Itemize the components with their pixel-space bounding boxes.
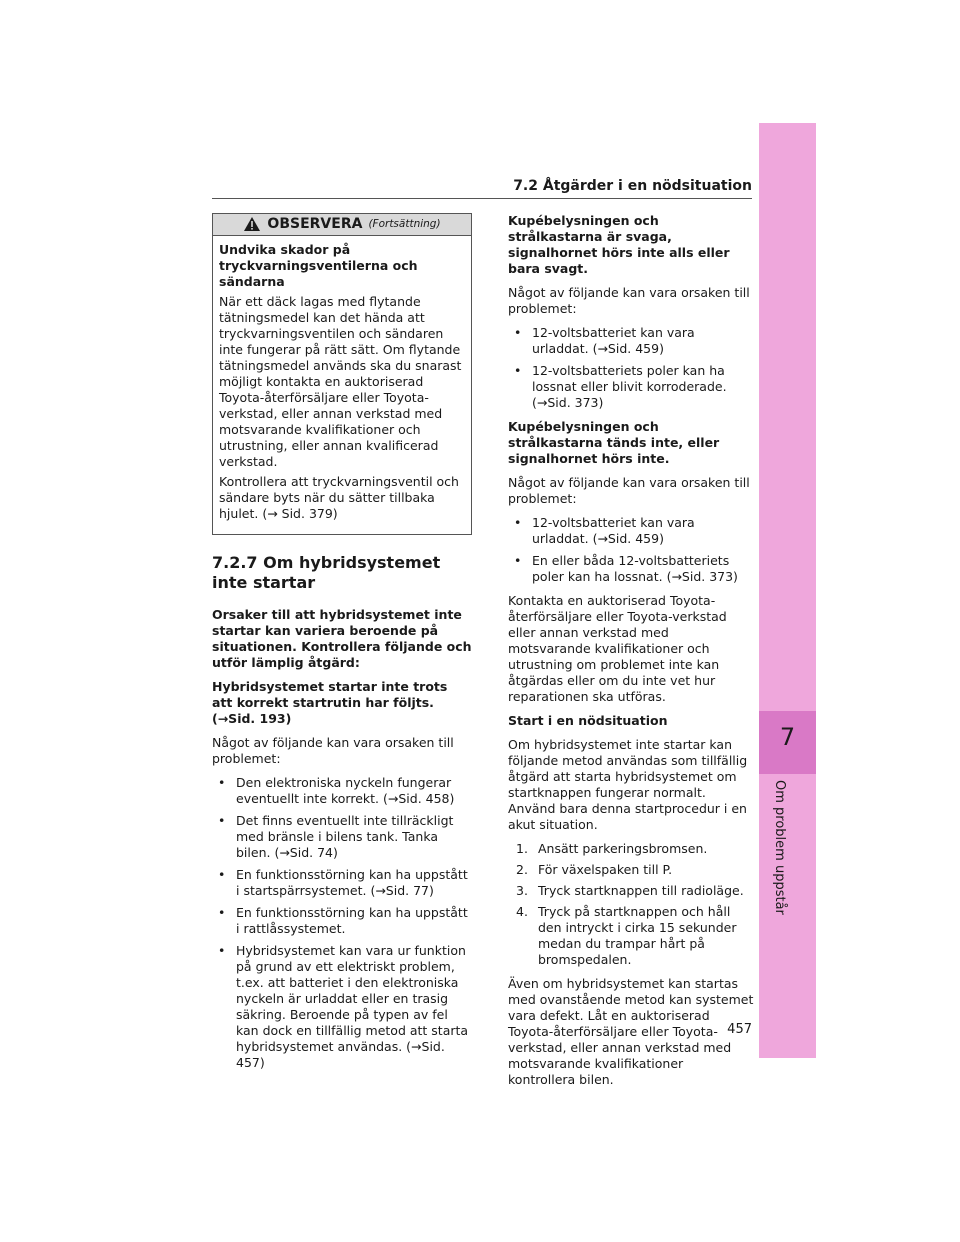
step-list bbox=[508, 841, 754, 968]
observera-paragraph-2: Kontrollera att tryckvarningsventil och sändare byts när du sätter tillbaka hjulet. (→ Sid. 379) bbox=[219, 474, 459, 521]
cause-text: Något av följande kan vara orsaken till problemet: bbox=[508, 475, 750, 506]
step-item: 4. Tryck på startknappen och håll den intryckt i cirka 15 sekunder medan du trampar hårt på bromspedalen. bbox=[516, 904, 737, 967]
cause-text: Något av följande kan vara orsaken till problemet: bbox=[212, 735, 454, 766]
heading-emergency-start: Start i en nödsituation bbox=[508, 713, 668, 728]
chapter-label: Om problem uppstår bbox=[772, 780, 787, 915]
chapter-side-tab bbox=[759, 123, 816, 1058]
right-column bbox=[508, 213, 754, 1096]
cause-list bbox=[508, 325, 754, 411]
list-item: • 12-voltsbatteriets poler kan ha lossnat eller blivit korroderade. (→Sid. 373) bbox=[508, 363, 754, 411]
list-item: • Den elektroniska nyckeln fungerar eventuellt inte korrekt. (→Sid. 458) bbox=[212, 775, 472, 807]
observera-body bbox=[213, 236, 471, 534]
cause-list bbox=[508, 515, 754, 585]
page-number: 457 bbox=[727, 1022, 752, 1037]
list-item: • Hybridsystemet kan vara ur funktion på grund av ett elektriskt problem, t.ex. att batteriet i den elektroniska nyckeln är urladdat eller en trasig säkring. Beroende på typen av fel kan dock en tillfällig metod att starta hybridsystemet användas. (→Sid. 457) bbox=[212, 943, 472, 1071]
intro-text: Orsaker till att hybridsystemet inte startar kan variera beroende på situationen. Kontrollera följande och utför lämplig åtgärd: bbox=[212, 607, 472, 670]
cause-list bbox=[212, 775, 472, 1071]
list-item: • 12-voltsbatteriet kan vara urladdat. (→Sid. 459) bbox=[508, 515, 754, 547]
observera-paragraph-1: När ett däck lagas med flytande tätningsmedel kan det hända att tryckvarningsventilen och sändaren inte fungerar på rätt sätt. Om flytande tätningsmedel används ska du snarast möjligt kontakta en auktoriserad Toyota-återförsäljare eller Toyota-verkstad, eller annan verkstad med motsvarande kvalifikationer och utrustning, eller annan kvalificerad verkstad. bbox=[219, 294, 462, 469]
closing-text: Även om hybridsystemet kan startas med ovanstående metod kan systemet vara defekt. Låt en auktoriserad Toyota-återförsäljare eller Toyota-verkstad, eller annan verkstad med motsvarande kvalifikationer kontrollera bilen. bbox=[508, 976, 754, 1087]
step-item: 1. Ansätt parkeringsbromsen. bbox=[516, 841, 708, 856]
section-header-title: 7.2 Åtgärder i en nödsituation bbox=[513, 178, 752, 194]
observera-box bbox=[212, 213, 472, 535]
step-item: 3. Tryck startknappen till radioläge. bbox=[516, 883, 744, 898]
list-item: • En funktionsstörning kan ha uppstått i rattlåssystemet. bbox=[212, 905, 472, 937]
chapter-number: 7 bbox=[779, 723, 796, 751]
observera-heading: Undvika skador på tryckvarningsventilerna och sändarna bbox=[219, 242, 418, 289]
list-item: • 12-voltsbatteriet kan vara urladdat. (→Sid. 459) bbox=[508, 325, 754, 357]
heading-lights-off: Kupébelysningen och strålkastarna tänds inte, eller signalhornet hörs inte. bbox=[508, 419, 720, 466]
list-item: • En eller båda 12-voltsbatteriets poler kan ha lossnat. (→Sid. 373) bbox=[508, 553, 754, 585]
header-divider bbox=[212, 198, 752, 199]
observera-subtitle: (Fortsättning) bbox=[368, 218, 441, 230]
heading-hybrid-not-starting: Hybridsystemet startar inte trots att korrekt startrutin har följts. (→Sid. 193) bbox=[212, 679, 448, 726]
cause-text: Något av följande kan vara orsaken till problemet: bbox=[508, 285, 750, 316]
contact-text: Kontakta en auktoriserad Toyota-återförsäljare eller Toyota-verkstad eller annan verkstad med motsvarande kvalifikationer och utrustning om problemet inte kan åtgärdas eller om du inte vet hur reparationen ska utföras. bbox=[508, 593, 727, 704]
observera-header bbox=[213, 214, 471, 236]
left-column bbox=[212, 213, 472, 1079]
list-item: • Det finns eventuellt inte tillräckligt med bränsle i bilens tank. Tanka bilen. (→Sid. 74) bbox=[212, 813, 472, 861]
warning-triangle-icon bbox=[243, 216, 261, 232]
list-item: • En funktionsstörning kan ha uppstått i startspärrsystemet. (→Sid. 77) bbox=[212, 867, 472, 899]
heading-lights-weak: Kupébelysningen och strålkastarna är svaga, signalhornet hörs inte alls eller bara svagt. bbox=[508, 213, 730, 276]
step-item: 2. För växelspaken till P. bbox=[516, 862, 673, 877]
section-title: 7.2.7 Om hybridsystemet inte startar bbox=[212, 553, 441, 592]
observera-title: OBSERVERA bbox=[267, 216, 363, 232]
emergency-intro: Om hybridsystemet inte startar kan följande metod användas som tillfällig åtgärd att starta hybridsystemet om startknappen fungerar normalt. Använd bara denna startprocedur i en akut situation. bbox=[508, 737, 748, 832]
